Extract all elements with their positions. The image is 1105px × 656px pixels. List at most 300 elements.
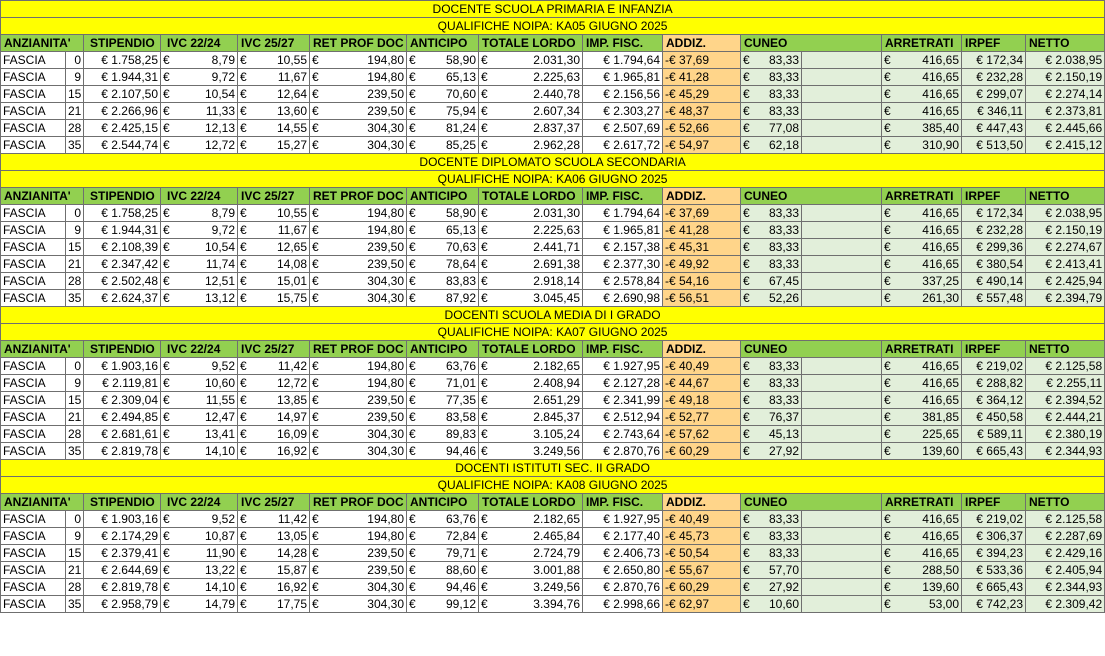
fascia-label: FASCIA bbox=[1, 86, 66, 103]
cuneo-cell-value: 83,33 bbox=[768, 545, 799, 560]
fascia-label: FASCIA bbox=[1, 239, 66, 256]
section-title: DOCENTI ISTITUTI SEC. II GRADO bbox=[1, 460, 1105, 477]
imp-fisc-cell: € 2.870,76 bbox=[583, 579, 663, 596]
netto-cell: € 2.274,67 bbox=[1026, 239, 1105, 256]
addiz-cell: -€ 41,28 bbox=[663, 69, 741, 86]
totale-lordo-cell-value: 2.408,94 bbox=[533, 375, 580, 390]
column-header: ANZIANITA' bbox=[1, 188, 84, 205]
euro-symbol: € bbox=[884, 69, 891, 84]
stipendio-cell: € 2.119,81 bbox=[84, 375, 161, 392]
euro-symbol: € bbox=[240, 358, 247, 373]
cuneo-spacer-cell bbox=[802, 205, 882, 222]
ret-prof-doc-cell bbox=[310, 69, 407, 86]
addiz-cell: -€ 62,97 bbox=[663, 596, 741, 613]
euro-symbol: € bbox=[312, 86, 319, 101]
totale-lordo-cell bbox=[479, 426, 583, 443]
ivc-22-24-cell-value: 13,41 bbox=[204, 426, 235, 441]
euro-symbol: € bbox=[743, 205, 750, 220]
euro-symbol: € bbox=[884, 358, 891, 373]
euro-symbol: € bbox=[743, 409, 750, 424]
column-header: ADDIZ. bbox=[663, 188, 741, 205]
irpef-cell: € 665,43 bbox=[962, 579, 1026, 596]
anticipo-cell bbox=[407, 69, 479, 86]
anticipo-cell bbox=[407, 528, 479, 545]
cuneo-cell bbox=[741, 222, 802, 239]
column-header-row bbox=[1, 494, 1105, 511]
netto-cell: € 2.394,79 bbox=[1026, 290, 1105, 307]
ivc-22-24-cell bbox=[161, 358, 238, 375]
totale-lordo-cell-value: 2.031,30 bbox=[533, 52, 580, 67]
arretrati-cell-value: 416,65 bbox=[922, 239, 959, 254]
anticipo-cell bbox=[407, 137, 479, 154]
table-row bbox=[1, 205, 1105, 222]
ivc-22-24-cell-value: 12,47 bbox=[204, 409, 235, 424]
table-body bbox=[1, 1, 1105, 613]
irpef-cell: € 665,43 bbox=[962, 443, 1026, 460]
ret-prof-doc-cell bbox=[310, 426, 407, 443]
euro-symbol: € bbox=[884, 273, 891, 288]
ivc-25-27-cell-value: 15,75 bbox=[276, 290, 307, 305]
cuneo-cell bbox=[741, 528, 802, 545]
euro-symbol: € bbox=[481, 137, 488, 152]
arretrati-cell bbox=[882, 426, 962, 443]
euro-symbol: € bbox=[481, 239, 488, 254]
fascia-label: FASCIA bbox=[1, 256, 66, 273]
cuneo-spacer-cell bbox=[802, 562, 882, 579]
imp-fisc-cell: € 2.690,98 bbox=[583, 290, 663, 307]
anticipo-cell-value: 70,63 bbox=[445, 239, 476, 254]
column-header: TOTALE LORDO bbox=[479, 35, 583, 52]
arretrati-cell-value: 416,65 bbox=[922, 511, 959, 526]
euro-symbol: € bbox=[312, 562, 319, 577]
arretrati-cell bbox=[882, 596, 962, 613]
column-header: CUNEO bbox=[741, 494, 882, 511]
anticipo-cell-value: 77,35 bbox=[445, 392, 476, 407]
cuneo-spacer-cell bbox=[802, 426, 882, 443]
stipendio-cell: € 2.309,04 bbox=[84, 392, 161, 409]
euro-symbol: € bbox=[743, 69, 750, 84]
cuneo-cell bbox=[741, 392, 802, 409]
euro-symbol: € bbox=[481, 545, 488, 560]
ivc-22-24-cell bbox=[161, 545, 238, 562]
ret-prof-doc-cell-value: 239,50 bbox=[367, 545, 404, 560]
euro-symbol: € bbox=[884, 596, 891, 611]
addiz-cell: -€ 60,29 bbox=[663, 443, 741, 460]
irpef-cell: € 533,36 bbox=[962, 562, 1026, 579]
euro-symbol: € bbox=[240, 375, 247, 390]
euro-symbol: € bbox=[743, 273, 750, 288]
euro-symbol: € bbox=[240, 426, 247, 441]
totale-lordo-cell bbox=[479, 222, 583, 239]
euro-symbol: € bbox=[240, 205, 247, 220]
imp-fisc-cell: € 2.303,27 bbox=[583, 103, 663, 120]
euro-symbol: € bbox=[163, 426, 170, 441]
cuneo-cell-value: 83,33 bbox=[768, 86, 799, 101]
arretrati-cell-value: 225,65 bbox=[922, 426, 959, 441]
fascia-label: FASCIA bbox=[1, 52, 66, 69]
euro-symbol: € bbox=[163, 273, 170, 288]
ret-prof-doc-cell-value: 194,80 bbox=[367, 52, 404, 67]
column-header: IMP. FISC. bbox=[583, 35, 663, 52]
seniority-years: 28 bbox=[66, 579, 84, 596]
cuneo-cell bbox=[741, 256, 802, 273]
anticipo-cell-value: 58,90 bbox=[445, 205, 476, 220]
euro-symbol: € bbox=[312, 69, 319, 84]
cuneo-cell bbox=[741, 239, 802, 256]
euro-symbol: € bbox=[884, 409, 891, 424]
ivc-25-27-cell bbox=[238, 86, 310, 103]
euro-symbol: € bbox=[240, 545, 247, 560]
cuneo-cell bbox=[741, 596, 802, 613]
ivc-22-24-cell-value: 13,22 bbox=[204, 562, 235, 577]
table-row bbox=[1, 375, 1105, 392]
arretrati-cell-value: 337,25 bbox=[922, 273, 959, 288]
ret-prof-doc-cell bbox=[310, 239, 407, 256]
stipendio-cell: € 2.494,85 bbox=[84, 409, 161, 426]
fascia-label: FASCIA bbox=[1, 443, 66, 460]
imp-fisc-cell: € 2.578,84 bbox=[583, 273, 663, 290]
euro-symbol: € bbox=[409, 69, 416, 84]
addiz-cell: -€ 52,66 bbox=[663, 120, 741, 137]
euro-symbol: € bbox=[481, 86, 488, 101]
totale-lordo-cell-value: 2.225,63 bbox=[533, 222, 580, 237]
euro-symbol: € bbox=[163, 358, 170, 373]
euro-symbol: € bbox=[240, 103, 247, 118]
cuneo-cell-value: 67,45 bbox=[768, 273, 799, 288]
euro-symbol: € bbox=[163, 409, 170, 424]
stipendio-cell: € 1.758,25 bbox=[84, 52, 161, 69]
totale-lordo-cell bbox=[479, 239, 583, 256]
euro-symbol: € bbox=[163, 205, 170, 220]
arretrati-cell-value: 416,65 bbox=[922, 103, 959, 118]
euro-symbol: € bbox=[312, 205, 319, 220]
totale-lordo-cell bbox=[479, 137, 583, 154]
arretrati-cell bbox=[882, 222, 962, 239]
euro-symbol: € bbox=[743, 52, 750, 67]
euro-symbol: € bbox=[884, 392, 891, 407]
totale-lordo-cell bbox=[479, 205, 583, 222]
column-header: RET PROF DOC bbox=[310, 494, 407, 511]
netto-cell: € 2.444,21 bbox=[1026, 409, 1105, 426]
column-header: NETTO bbox=[1026, 341, 1105, 358]
netto-cell: € 2.344,93 bbox=[1026, 443, 1105, 460]
euro-symbol: € bbox=[163, 222, 170, 237]
fascia-label: FASCIA bbox=[1, 545, 66, 562]
netto-cell: € 2.394,52 bbox=[1026, 392, 1105, 409]
seniority-years: 15 bbox=[66, 239, 84, 256]
euro-symbol: € bbox=[743, 86, 750, 101]
imp-fisc-cell: € 1.965,81 bbox=[583, 222, 663, 239]
cuneo-cell bbox=[741, 375, 802, 392]
euro-symbol: € bbox=[240, 443, 247, 458]
ivc-25-27-cell bbox=[238, 358, 310, 375]
ivc-25-27-cell-value: 15,01 bbox=[276, 273, 307, 288]
euro-symbol: € bbox=[481, 409, 488, 424]
ivc-22-24-cell-value: 9,52 bbox=[211, 511, 235, 526]
totale-lordo-cell-value: 2.465,84 bbox=[533, 528, 580, 543]
column-header: STIPENDIO bbox=[84, 341, 161, 358]
ret-prof-doc-cell bbox=[310, 392, 407, 409]
anticipo-cell-value: 81,24 bbox=[445, 120, 476, 135]
fascia-label: FASCIA bbox=[1, 426, 66, 443]
column-header: NETTO bbox=[1026, 35, 1105, 52]
euro-symbol: € bbox=[743, 528, 750, 543]
column-header: NETTO bbox=[1026, 494, 1105, 511]
euro-symbol: € bbox=[409, 86, 416, 101]
totale-lordo-cell-value: 2.651,29 bbox=[533, 392, 580, 407]
column-header: IVC 22/24 bbox=[161, 341, 238, 358]
anticipo-cell bbox=[407, 358, 479, 375]
cuneo-cell-value: 83,33 bbox=[768, 511, 799, 526]
column-header: ANTICIPO bbox=[407, 188, 479, 205]
ivc-22-24-cell-value: 11,90 bbox=[205, 545, 235, 560]
euro-symbol: € bbox=[409, 103, 416, 118]
cuneo-cell bbox=[741, 137, 802, 154]
euro-symbol: € bbox=[884, 579, 891, 594]
column-header: IVC 22/24 bbox=[161, 35, 238, 52]
euro-symbol: € bbox=[163, 137, 170, 152]
totale-lordo-cell bbox=[479, 375, 583, 392]
ret-prof-doc-cell-value: 239,50 bbox=[367, 256, 404, 271]
ivc-25-27-cell bbox=[238, 52, 310, 69]
ivc-25-27-cell bbox=[238, 273, 310, 290]
euro-symbol: € bbox=[743, 239, 750, 254]
cuneo-cell-value: 45,13 bbox=[768, 426, 799, 441]
stipendio-cell: € 1.944,31 bbox=[84, 69, 161, 86]
ivc-22-24-cell-value: 9,52 bbox=[211, 358, 235, 373]
ret-prof-doc-cell bbox=[310, 358, 407, 375]
imp-fisc-cell: € 2.617,72 bbox=[583, 137, 663, 154]
netto-cell: € 2.274,14 bbox=[1026, 86, 1105, 103]
arretrati-cell-value: 53,00 bbox=[928, 596, 959, 611]
anticipo-cell bbox=[407, 596, 479, 613]
column-header: IMP. FISC. bbox=[583, 494, 663, 511]
fascia-label: FASCIA bbox=[1, 596, 66, 613]
euro-symbol: € bbox=[240, 511, 247, 526]
arretrati-cell bbox=[882, 443, 962, 460]
seniority-years: 21 bbox=[66, 256, 84, 273]
column-header: ADDIZ. bbox=[663, 494, 741, 511]
totale-lordo-cell-value: 2.225,63 bbox=[533, 69, 580, 84]
euro-symbol: € bbox=[312, 596, 319, 611]
ivc-25-27-cell-value: 12,65 bbox=[276, 239, 307, 254]
ret-prof-doc-cell-value: 239,50 bbox=[367, 239, 404, 254]
euro-symbol: € bbox=[240, 409, 247, 424]
euro-symbol: € bbox=[409, 273, 416, 288]
ret-prof-doc-cell-value: 304,30 bbox=[367, 137, 404, 152]
totale-lordo-cell-value: 2.607,34 bbox=[533, 103, 580, 118]
ivc-25-27-cell-value: 14,08 bbox=[276, 256, 307, 271]
table-row bbox=[1, 392, 1105, 409]
ivc-25-27-cell-value: 13,60 bbox=[276, 103, 307, 118]
irpef-cell: € 232,28 bbox=[962, 69, 1026, 86]
column-header: CUNEO bbox=[741, 35, 882, 52]
column-header: ARRETRATI bbox=[882, 494, 962, 511]
ret-prof-doc-cell-value: 304,30 bbox=[367, 579, 404, 594]
euro-symbol: € bbox=[312, 137, 319, 152]
ivc-22-24-cell-value: 10,54 bbox=[204, 86, 235, 101]
euro-symbol: € bbox=[481, 120, 488, 135]
ivc-22-24-cell-value: 13,12 bbox=[204, 290, 235, 305]
arretrati-cell-value: 385,40 bbox=[922, 120, 959, 135]
ret-prof-doc-cell bbox=[310, 103, 407, 120]
anticipo-cell bbox=[407, 273, 479, 290]
euro-symbol: € bbox=[481, 375, 488, 390]
cuneo-cell-value: 77,08 bbox=[768, 120, 799, 135]
euro-symbol: € bbox=[163, 86, 170, 101]
addiz-cell: -€ 60,29 bbox=[663, 579, 741, 596]
ret-prof-doc-cell bbox=[310, 137, 407, 154]
euro-symbol: € bbox=[312, 545, 319, 560]
cuneo-spacer-cell bbox=[802, 528, 882, 545]
arretrati-cell-value: 416,65 bbox=[922, 545, 959, 560]
ret-prof-doc-cell bbox=[310, 290, 407, 307]
cuneo-spacer-cell bbox=[802, 52, 882, 69]
arretrati-cell bbox=[882, 545, 962, 562]
ivc-22-24-cell bbox=[161, 137, 238, 154]
ivc-22-24-cell bbox=[161, 443, 238, 460]
imp-fisc-cell: € 1.965,81 bbox=[583, 69, 663, 86]
addiz-cell: -€ 44,67 bbox=[663, 375, 741, 392]
column-header-row bbox=[1, 188, 1105, 205]
cuneo-spacer-cell bbox=[802, 511, 882, 528]
euro-symbol: € bbox=[481, 358, 488, 373]
ret-prof-doc-cell bbox=[310, 562, 407, 579]
anticipo-cell bbox=[407, 103, 479, 120]
cuneo-cell bbox=[741, 545, 802, 562]
totale-lordo-cell bbox=[479, 120, 583, 137]
section-subtitle: QUALIFICHE NOIPA: KA06 GIUGNO 2025 bbox=[1, 171, 1105, 188]
cuneo-cell bbox=[741, 69, 802, 86]
cuneo-cell bbox=[741, 426, 802, 443]
ivc-25-27-cell bbox=[238, 545, 310, 562]
euro-symbol: € bbox=[743, 375, 750, 390]
euro-symbol: € bbox=[481, 443, 488, 458]
totale-lordo-cell-value: 2.182,65 bbox=[533, 511, 580, 526]
totale-lordo-cell bbox=[479, 511, 583, 528]
euro-symbol: € bbox=[481, 562, 488, 577]
cuneo-spacer-cell bbox=[802, 103, 882, 120]
netto-cell: € 2.415,12 bbox=[1026, 137, 1105, 154]
euro-symbol: € bbox=[163, 120, 170, 135]
imp-fisc-cell: € 2.377,30 bbox=[583, 256, 663, 273]
addiz-cell: -€ 45,31 bbox=[663, 239, 741, 256]
euro-symbol: € bbox=[312, 239, 319, 254]
column-header: STIPENDIO bbox=[84, 188, 161, 205]
ivc-22-24-cell bbox=[161, 120, 238, 137]
ivc-22-24-cell bbox=[161, 205, 238, 222]
seniority-years: 35 bbox=[66, 290, 84, 307]
euro-symbol: € bbox=[240, 69, 247, 84]
ivc-25-27-cell-value: 10,55 bbox=[276, 52, 307, 67]
anticipo-cell-value: 87,92 bbox=[445, 290, 476, 305]
stipendio-cell: € 2.425,15 bbox=[84, 120, 161, 137]
cuneo-cell-value: 83,33 bbox=[768, 528, 799, 543]
column-header: IMP. FISC. bbox=[583, 341, 663, 358]
ivc-25-27-cell bbox=[238, 392, 310, 409]
table-row bbox=[1, 426, 1105, 443]
arretrati-cell-value: 416,65 bbox=[922, 392, 959, 407]
totale-lordo-cell bbox=[479, 528, 583, 545]
anticipo-cell-value: 83,83 bbox=[445, 273, 476, 288]
section-subtitle: QUALIFICHE NOIPA: KA08 GIUGNO 2025 bbox=[1, 477, 1105, 494]
euro-symbol: € bbox=[163, 528, 170, 543]
arretrati-cell bbox=[882, 358, 962, 375]
column-header: IVC 25/27 bbox=[238, 341, 310, 358]
addiz-cell: -€ 57,62 bbox=[663, 426, 741, 443]
euro-symbol: € bbox=[481, 511, 488, 526]
column-header: IVC 25/27 bbox=[238, 188, 310, 205]
imp-fisc-cell: € 2.870,76 bbox=[583, 443, 663, 460]
addiz-cell: -€ 54,97 bbox=[663, 137, 741, 154]
column-header: ADDIZ. bbox=[663, 341, 741, 358]
section-subtitle: QUALIFICHE NOIPA: KA07 GIUGNO 2025 bbox=[1, 324, 1105, 341]
arretrati-cell bbox=[882, 239, 962, 256]
seniority-years: 9 bbox=[66, 222, 84, 239]
anticipo-cell-value: 78,64 bbox=[445, 256, 476, 271]
ivc-25-27-cell bbox=[238, 290, 310, 307]
euro-symbol: € bbox=[481, 69, 488, 84]
euro-symbol: € bbox=[409, 579, 416, 594]
anticipo-cell bbox=[407, 426, 479, 443]
cuneo-cell-value: 83,33 bbox=[768, 52, 799, 67]
cuneo-cell bbox=[741, 52, 802, 69]
addiz-cell: -€ 49,92 bbox=[663, 256, 741, 273]
ivc-25-27-cell-value: 13,85 bbox=[276, 392, 307, 407]
euro-symbol: € bbox=[163, 290, 170, 305]
cuneo-spacer-cell bbox=[802, 392, 882, 409]
anticipo-cell bbox=[407, 290, 479, 307]
addiz-cell: -€ 37,69 bbox=[663, 205, 741, 222]
table-row bbox=[1, 511, 1105, 528]
euro-symbol: € bbox=[884, 511, 891, 526]
arretrati-cell-value: 416,65 bbox=[922, 86, 959, 101]
euro-symbol: € bbox=[163, 443, 170, 458]
euro-symbol: € bbox=[312, 273, 319, 288]
column-header: CUNEO bbox=[741, 188, 882, 205]
addiz-cell: -€ 48,37 bbox=[663, 103, 741, 120]
addiz-cell: -€ 56,51 bbox=[663, 290, 741, 307]
table-row bbox=[1, 137, 1105, 154]
euro-symbol: € bbox=[743, 545, 750, 560]
arretrati-cell bbox=[882, 392, 962, 409]
anticipo-cell-value: 99,12 bbox=[445, 596, 476, 611]
arretrati-cell bbox=[882, 120, 962, 137]
addiz-cell: -€ 40,49 bbox=[663, 511, 741, 528]
euro-symbol: € bbox=[884, 205, 891, 220]
ivc-25-27-cell bbox=[238, 562, 310, 579]
totale-lordo-cell-value: 3.249,56 bbox=[533, 443, 580, 458]
ivc-22-24-cell-value: 14,10 bbox=[204, 443, 235, 458]
irpef-cell: € 513,50 bbox=[962, 137, 1026, 154]
column-header-row bbox=[1, 341, 1105, 358]
irpef-cell: € 299,36 bbox=[962, 239, 1026, 256]
anticipo-cell-value: 85,25 bbox=[445, 137, 476, 152]
ivc-22-24-cell bbox=[161, 562, 238, 579]
seniority-years: 0 bbox=[66, 205, 84, 222]
euro-symbol: € bbox=[409, 358, 416, 373]
euro-symbol: € bbox=[409, 545, 416, 560]
euro-symbol: € bbox=[163, 256, 170, 271]
column-header: ADDIZ. bbox=[663, 35, 741, 52]
seniority-years: 35 bbox=[66, 596, 84, 613]
ret-prof-doc-cell bbox=[310, 596, 407, 613]
euro-symbol: € bbox=[481, 222, 488, 237]
euro-symbol: € bbox=[743, 443, 750, 458]
euro-symbol: € bbox=[409, 562, 416, 577]
euro-symbol: € bbox=[481, 205, 488, 220]
irpef-cell: € 232,28 bbox=[962, 222, 1026, 239]
